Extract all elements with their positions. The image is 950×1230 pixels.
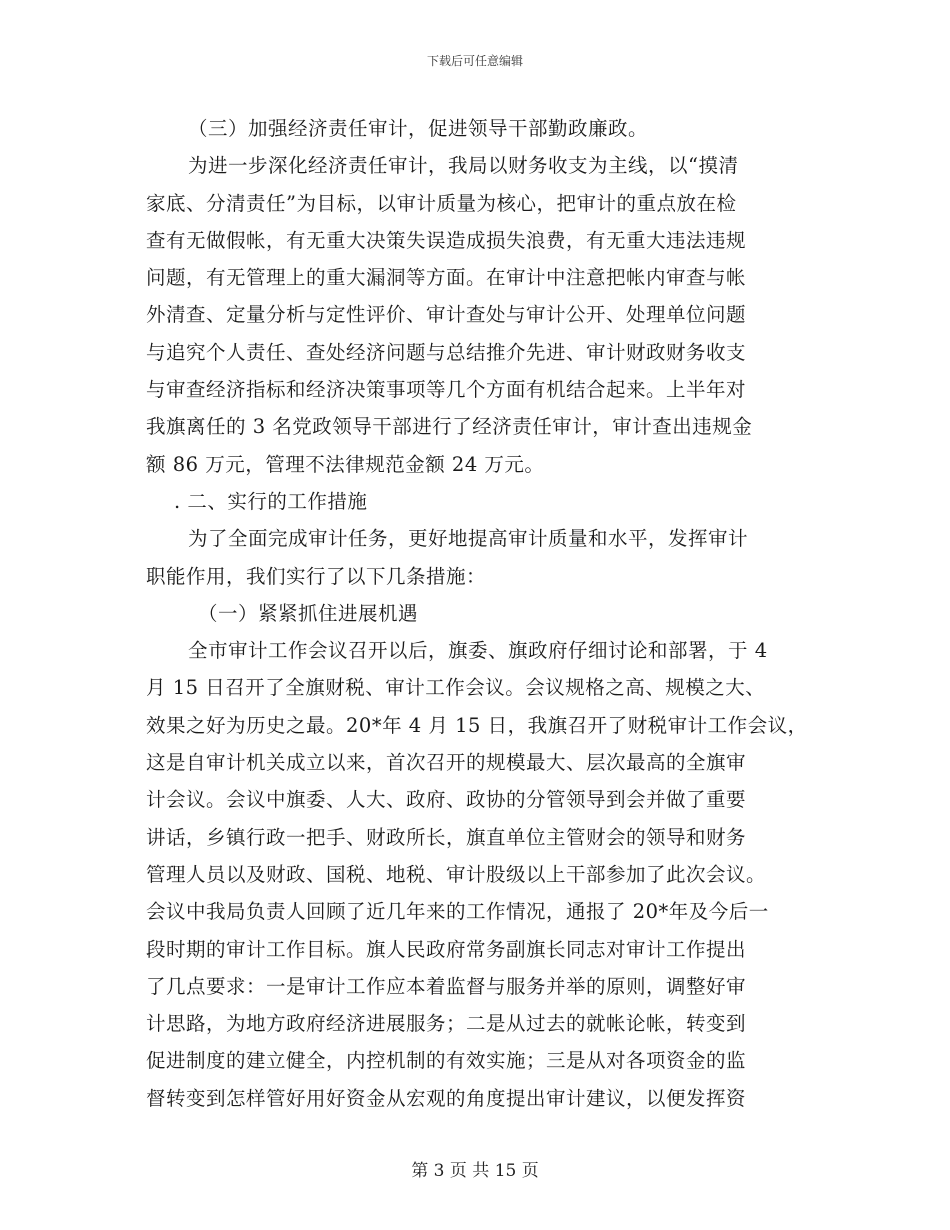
page-footer: 第 3 页 共 15 页 xyxy=(411,1161,539,1181)
paragraph-line: 职能作用，我们实行了以下几条措施： xyxy=(146,564,487,588)
paragraph-line: 计会议。会议中旗委、人大、政府、政协的分管领导到会并做了重要 xyxy=(146,788,747,812)
paragraph-line: 会议中我局负责人回顾了近几年来的工作情况，通报了 20*年及今后一 xyxy=(146,900,769,924)
paragraph-line: 与追究个人责任、查处经济问题与总结推介先进、审计财政财务收支 xyxy=(146,340,747,364)
paragraph-line: 为进一步深化经济责任审计，我局以财务收支为主线，以“摸清 xyxy=(188,154,739,178)
paragraph-line: 计思路，为地方政府经济进展服务；二是从过去的就帐论帐，转变到 xyxy=(146,1012,747,1036)
paragraph-line: 家底、分清责任”为目标，以审计质量为核心，把审计的重点放在检 xyxy=(146,191,737,215)
section-heading: （三）加强经济责任审计，促进领导干部勤政廉政。 xyxy=(188,117,649,140)
paragraph-line: 额 86 万元，管理不法律规范金额 24 万元。 xyxy=(146,452,545,476)
paragraph-line: 问题，有无管理上的重大漏洞等方面。在审计中注意把帐内审查与帐 xyxy=(146,266,747,290)
paragraph-line: 我旗离任的 3 名党政领导干部进行了经济责任审计，审计查出违规金 xyxy=(146,415,753,439)
paragraph-line: 月 15 日召开了全旗财税、审计工作会议。会议规格之高、规模之大、 xyxy=(146,676,766,700)
paragraph-line: 效果之好为历史之最。20*年 4 月 15 日，我旗召开了财税审计工作会议， xyxy=(146,713,808,737)
paragraph-line: 全市审计工作会议召开以后，旗委、旗政府仔细讨论和部署，于 4 xyxy=(188,639,768,663)
section-heading: （一）紧紧抓住进展机遇 xyxy=(198,601,419,625)
paragraph-line: 段时期的审计工作目标。旗人民政府常务副旗长同志对审计工作提出 xyxy=(146,937,747,961)
paragraph-line: 了几点要求：一是审计工作应本着监督与服务并举的原则，调整好审 xyxy=(146,974,747,998)
paragraph-line: 促进制度的建立健全，内控机制的有效实施；三是从对各项资金的监 xyxy=(146,1049,747,1073)
paragraph-line: 查有无做假帐，有无重大决策失误造成损失浪费，有无重大违法违规 xyxy=(146,228,747,252)
paragraph-line: 管理人员以及财政、国税、地税、审计股级以上干部参加了此次会议。 xyxy=(146,862,767,886)
paragraph-line: 与审查经济指标和经济决策事项等几个方面有机结合起来。上半年对 xyxy=(146,378,747,402)
page-header: 下载后可任意编辑 xyxy=(426,54,523,68)
paragraph-line: 讲话，乡镇行政一把手、财政所长，旗直单位主管财会的领导和财务 xyxy=(146,825,747,849)
paragraph-line: 外清查、定量分析与定性评价、审计查处与审计公开、处理单位问题 xyxy=(146,303,747,327)
paragraph-line: 为了全面完成审计任务，更好地提高审计质量和水平，发挥审计 xyxy=(188,527,749,551)
paragraph-line: 督转变到怎样管好用好资金从宏观的角度提出审计建议，以便发挥资 xyxy=(146,1086,747,1110)
paragraph-line: 这是自审计机关成立以来，首次召开的规模最大、层次最高的全旗审 xyxy=(146,751,747,775)
section-heading: . 二、实行的工作措施 xyxy=(174,489,368,513)
document-body xyxy=(146,110,806,1117)
